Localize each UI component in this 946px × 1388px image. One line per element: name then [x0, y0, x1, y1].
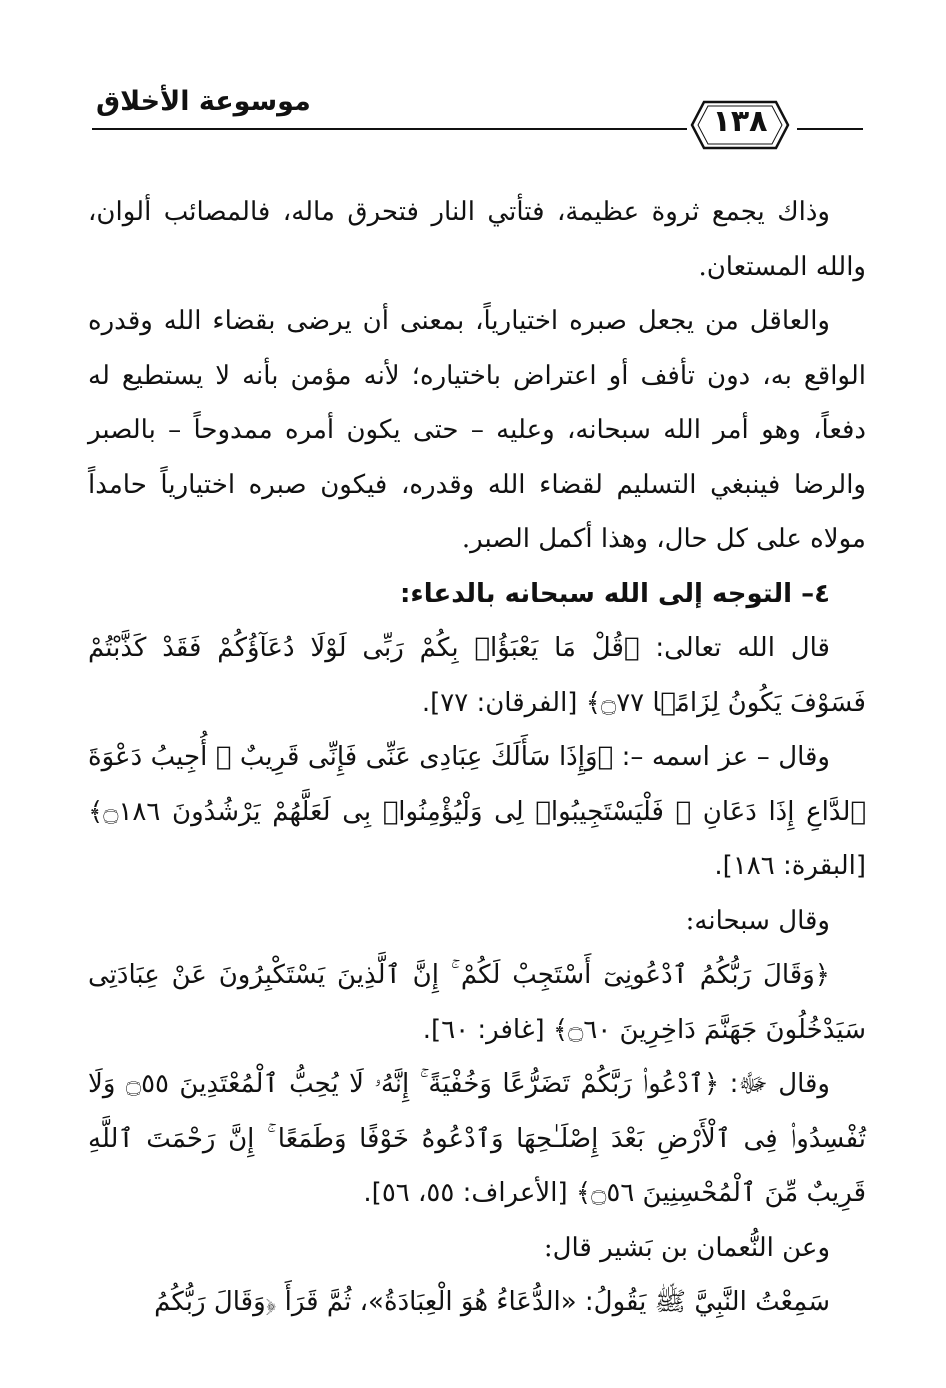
page-body — [88, 185, 866, 1330]
section-heading: ٤– التوجه إلى الله سبحانه بالدعاء: — [400, 578, 830, 609]
quran-quote: قال الله تعالى: ﴿قُلْ مَا يَعْبَؤُا۟ بِكُمْ رَبِّى لَوْلَا دُعَآؤُكُمْ فَقَدْ كَذَّبْتُمْ فَسَوْفَ يَكُونُ لِزَامًۢا ۝٧٧﴾ [الفرقان: ٧٧]. — [88, 633, 866, 718]
header-rule-left — [92, 128, 687, 130]
hadith-quote: سَمِعْتُ النَّبِيَّ ﷺ يَقُولُ: «الدُّعَاءُ هُوَ الْعِبَادَةُ»، ثُمَّ قَرَأَ ﴿وَقَالَ رَبُّكُمُ — [154, 1287, 830, 1317]
page-number: ١٣٨ — [712, 104, 768, 139]
page-header — [0, 0, 946, 160]
quran-quote: ﴿وَقَالَ رَبُّكُمُ ٱدْعُونِىٓ أَسْتَجِبْ لَكُمْ ۚ إِنَّ ٱلَّذِينَ يَسْتَكْبِرُونَ عَنْ عِبَادَتِى سَيَدْخُلُونَ جَهَنَّمَ دَاخِرِينَ ۝٦٠﴾ [غافر: ٦٠]. — [88, 960, 866, 1045]
paragraph: وعن النُّعمان بن بَشير قال: — [543, 1232, 830, 1263]
quran-quote: وقال ﷻ: ﴿ٱدْعُوا۟ رَبَّكُمْ تَضَرُّعًا وَخُفْيَةً ۚ إِنَّهُۥ لَا يُحِبُّ ٱلْمُعْتَدِينَ ۝٥٥ وَلَا تُفْسِدُوا۟ فِى ٱلْأَرْضِ بَعْدَ إِصْلَـٰحِهَا وَٱدْعُوهُ خَوْفًا وَطَمَعًا ۚ إِنَّ رَحْمَتَ ٱللَّهِ قَرِيبٌ مِّنَ ٱلْمُحْسِنِينَ ۝٥٦﴾ [الأعراف: ٥٥، ٥٦]. — [88, 1069, 866, 1208]
header-rule-right — [797, 128, 863, 130]
paragraph: وذاك يجمع ثروة عظيمة، فتأتي النار فتحرق ماله، فالمصائب ألوان، والله المستعان. — [88, 197, 866, 282]
paragraph: وقال سبحانه: — [685, 905, 830, 936]
book-title: موسوعة الأخلاق — [96, 86, 311, 117]
paragraph: والعاقل من يجعل صبره اختيارياً، بمعنى أن يرضى بقضاء الله وقدره الواقع به، دون تأفف أو اعتراض باختياره؛ لأنه مؤمن بأنه لا يستطيع له دفعاً، وهو أمر الله سبحانه، وعليه – حتى يكون أمره ممدوحاً – بالصبر والرضا فينبغي التسليم لقضاء الله وقدره، فيكون صبره اختيارياً حامداً مولاه على كل حال، وهذا أكمل الصبر. — [88, 306, 866, 554]
quran-quote: وقال – عز اسمه –: ﴿وَإِذَا سَأَلَكَ عِبَادِى عَنِّى فَإِنِّى قَرِيبٌ ۖ أُجِيبُ دَعْوَةَ ٱلدَّاعِ إِذَا دَعَانِ ۖ فَلْيَسْتَجِيبُوا۟ لِى وَلْيُؤْمِنُوا۟ بِى لَعَلَّهُمْ يَرْشُدُونَ ۝١٨٦﴾ [البقرة: ١٨٦]. — [88, 742, 866, 881]
